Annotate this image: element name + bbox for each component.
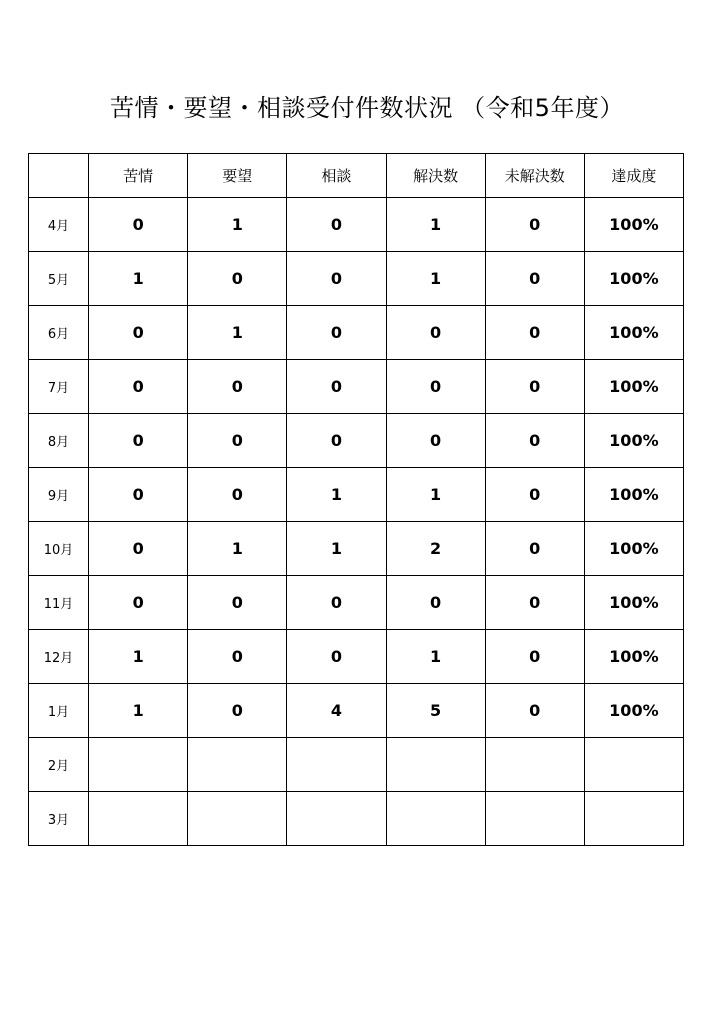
requests-cell: 0 [188, 252, 287, 306]
header-corner-cell [29, 154, 89, 198]
requests-cell: 0 [188, 414, 287, 468]
complaints-cell: 0 [89, 198, 188, 252]
month-cell: 6月 [29, 306, 89, 360]
month-cell: 4月 [29, 198, 89, 252]
consultations-cell [287, 792, 386, 846]
header-complaints: 苦情 [89, 154, 188, 198]
consultations-cell: 1 [287, 468, 386, 522]
unresolved-cell: 0 [485, 198, 584, 252]
month-cell: 10月 [29, 522, 89, 576]
table-header [29, 154, 684, 198]
requests-cell: 0 [188, 360, 287, 414]
achievement-cell: 100% [584, 414, 683, 468]
requests-cell: 0 [188, 468, 287, 522]
achievement-cell: 100% [584, 306, 683, 360]
header-achievement: 達成度 [584, 154, 683, 198]
complaints-cell: 0 [89, 360, 188, 414]
table-row [29, 252, 684, 306]
table-row [29, 630, 684, 684]
unresolved-cell: 0 [485, 468, 584, 522]
unresolved-cell [485, 792, 584, 846]
consultations-cell: 0 [287, 414, 386, 468]
table-row [29, 306, 684, 360]
table-row [29, 576, 684, 630]
requests-cell: 0 [188, 684, 287, 738]
achievement-cell [584, 792, 683, 846]
unresolved-cell: 0 [485, 684, 584, 738]
month-cell: 7月 [29, 360, 89, 414]
resolved-cell [386, 738, 485, 792]
achievement-cell: 100% [584, 522, 683, 576]
table-row [29, 738, 684, 792]
resolved-cell: 1 [386, 198, 485, 252]
header-unresolved: 未解決数 [485, 154, 584, 198]
complaints-cell: 0 [89, 414, 188, 468]
table-row [29, 522, 684, 576]
table-body [29, 198, 684, 846]
consultations-cell: 0 [287, 198, 386, 252]
consultations-cell: 0 [287, 576, 386, 630]
requests-cell [188, 792, 287, 846]
header-consultations: 相談 [287, 154, 386, 198]
complaints-cell: 0 [89, 468, 188, 522]
achievement-cell: 100% [584, 252, 683, 306]
consultations-cell: 0 [287, 630, 386, 684]
resolved-cell: 0 [386, 576, 485, 630]
month-cell: 8月 [29, 414, 89, 468]
resolved-cell: 1 [386, 468, 485, 522]
table-row [29, 360, 684, 414]
requests-cell: 0 [188, 576, 287, 630]
consultations-cell: 0 [287, 360, 386, 414]
table-row [29, 792, 684, 846]
requests-cell: 1 [188, 306, 287, 360]
complaints-cell: 1 [89, 684, 188, 738]
unresolved-cell: 0 [485, 306, 584, 360]
complaints-cell [89, 792, 188, 846]
consultations-cell [287, 738, 386, 792]
month-cell: 9月 [29, 468, 89, 522]
requests-cell: 0 [188, 630, 287, 684]
resolved-cell: 5 [386, 684, 485, 738]
page-title: 苦情・要望・相談受付件数状況 （令和5年度） [110, 94, 624, 122]
unresolved-cell: 0 [485, 576, 584, 630]
consultations-cell: 4 [287, 684, 386, 738]
complaints-table [28, 153, 684, 846]
requests-cell [188, 738, 287, 792]
month-cell: 12月 [29, 630, 89, 684]
resolved-cell: 0 [386, 306, 485, 360]
achievement-cell: 100% [584, 576, 683, 630]
month-cell: 11月 [29, 576, 89, 630]
unresolved-cell: 0 [485, 360, 584, 414]
month-cell: 1月 [29, 684, 89, 738]
complaints-cell: 0 [89, 576, 188, 630]
achievement-cell: 100% [584, 468, 683, 522]
achievement-cell: 100% [584, 198, 683, 252]
achievement-cell: 100% [584, 684, 683, 738]
resolved-cell: 0 [386, 414, 485, 468]
resolved-cell: 1 [386, 630, 485, 684]
unresolved-cell [485, 738, 584, 792]
requests-cell: 1 [188, 198, 287, 252]
complaints-cell: 0 [89, 522, 188, 576]
complaints-cell: 1 [89, 252, 188, 306]
unresolved-cell: 0 [485, 630, 584, 684]
table-row [29, 684, 684, 738]
resolved-cell [386, 792, 485, 846]
consultations-cell: 0 [287, 252, 386, 306]
table-row [29, 198, 684, 252]
header-resolved: 解決数 [386, 154, 485, 198]
complaints-cell: 0 [89, 306, 188, 360]
table-row [29, 414, 684, 468]
complaints-cell [89, 738, 188, 792]
requests-cell: 1 [188, 522, 287, 576]
unresolved-cell: 0 [485, 522, 584, 576]
month-cell: 3月 [29, 792, 89, 846]
achievement-cell: 100% [584, 360, 683, 414]
consultations-cell: 0 [287, 306, 386, 360]
achievement-cell [584, 738, 683, 792]
resolved-cell: 1 [386, 252, 485, 306]
header-row [29, 154, 684, 198]
unresolved-cell: 0 [485, 252, 584, 306]
complaints-cell: 1 [89, 630, 188, 684]
header-requests: 要望 [188, 154, 287, 198]
consultations-cell: 1 [287, 522, 386, 576]
resolved-cell: 2 [386, 522, 485, 576]
achievement-cell: 100% [584, 630, 683, 684]
unresolved-cell: 0 [485, 414, 584, 468]
month-cell: 2月 [29, 738, 89, 792]
month-cell: 5月 [29, 252, 89, 306]
resolved-cell: 0 [386, 360, 485, 414]
table-row [29, 468, 684, 522]
